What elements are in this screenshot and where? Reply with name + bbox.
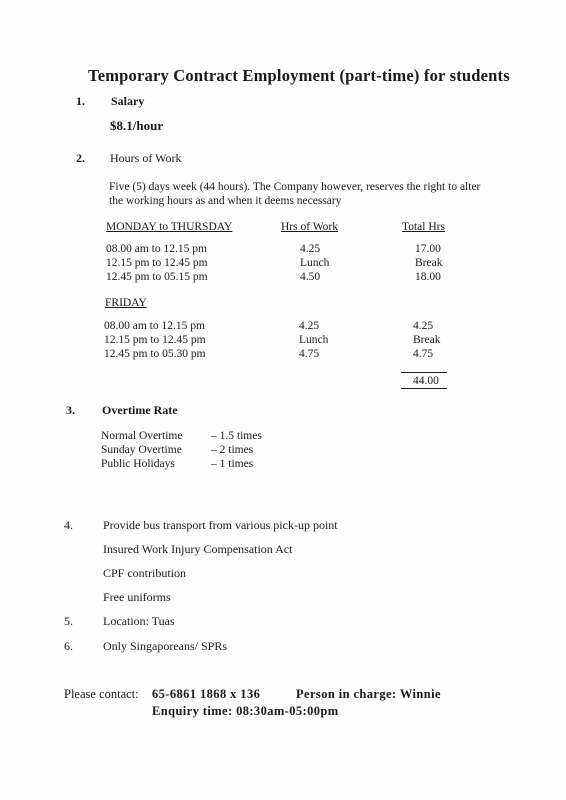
friday-row-3-hrs: 4.75 [299,348,320,360]
benefit-item-uniforms: Free uniforms [103,590,171,604]
section-number-eligibility: 6. [64,639,73,653]
overtime-row-3-label: Public Holidays [101,458,175,470]
col-total-hrs: Total Hrs [402,221,445,233]
section-heading-hours: Hours of Work [110,151,182,165]
contact-enquiry-time: Enquiry time: 08:30am-05:00pm [152,704,339,718]
location-text: Location: Tuas [103,614,175,628]
hours-description-line2: the working hours as and when it deems necessary [109,195,342,207]
mon-thu-row-1-hrs: 4.25 [300,243,321,255]
overtime-row-1-rate: – 1.5 times [211,430,262,442]
friday-row-1-time: 08.00 am to 12.15 pm [104,320,205,332]
section-number-location: 5. [64,614,73,628]
overtime-row-2-label: Sunday Overtime [101,444,182,456]
benefit-item-transport: Provide bus transport from various pick-up point [103,518,338,532]
contact-label: Please contact: [64,687,139,701]
eligibility-text: Only Singaporeans/ SPRs [103,639,228,653]
overtime-row-3-rate: – 1 times [211,458,254,470]
section-number-hours: 2. [76,151,85,165]
total-underline [401,388,447,389]
benefit-item-cpf: CPF contribution [103,566,187,580]
overtime-row-2-rate: – 2 times [211,444,254,456]
friday-row-1-hrs: 4.25 [299,320,320,332]
friday-row-3-total: 4.75 [413,348,434,360]
section-heading-overtime: Overtime Rate [102,403,178,417]
grand-total: 44.00 [413,375,439,387]
friday-row-3-time: 12.45 pm to 05.30 pm [104,348,206,360]
contact-person: Person in charge: Winnie [296,687,441,701]
document-title: Temporary Contract Employment (part-time) for students [88,66,510,85]
section-number-benefits: 4. [64,518,73,532]
mon-thu-row-3-time: 12.45 pm to 05.15 pm [106,271,208,283]
mon-thu-row-1-total: 17.00 [415,243,441,255]
mon-thu-row-2-time: 12.15 pm to 12.45 pm [106,257,208,269]
mon-thu-row-2-total: Break [415,257,443,269]
total-divider [401,372,447,373]
mon-thu-row-1-time: 08.00 am to 12.15 pm [106,243,207,255]
mon-thu-row-3-hrs: 4.50 [300,271,321,283]
mon-thu-heading: MONDAY to THURSDAY [106,221,233,233]
friday-row-2-total: Break [413,334,441,346]
friday-heading: FRIDAY [105,297,147,309]
benefit-item-insurance: Insured Work Injury Compensation Act [103,542,293,556]
overtime-row-1-label: Normal Overtime [101,430,183,442]
section-number-overtime: 3. [66,403,75,417]
mon-thu-row-2-hrs: Lunch [300,257,330,269]
hours-description-line1: Five (5) days week (44 hours). The Company however, reserves the right to alter [109,181,481,193]
salary-value: $8.1/hour [110,118,164,133]
friday-row-2-time: 12.15 pm to 12.45 pm [104,334,206,346]
section-number-salary: 1. [76,94,85,108]
contact-phone: 65-6861 1868 x 136 [152,687,261,701]
mon-thu-row-3-total: 18.00 [415,271,441,283]
section-heading-salary: Salary [111,94,145,108]
col-hrs-of-work: Hrs of Work [281,221,338,233]
friday-row-2-hrs: Lunch [299,334,329,346]
friday-row-1-total: 4.25 [413,320,434,332]
